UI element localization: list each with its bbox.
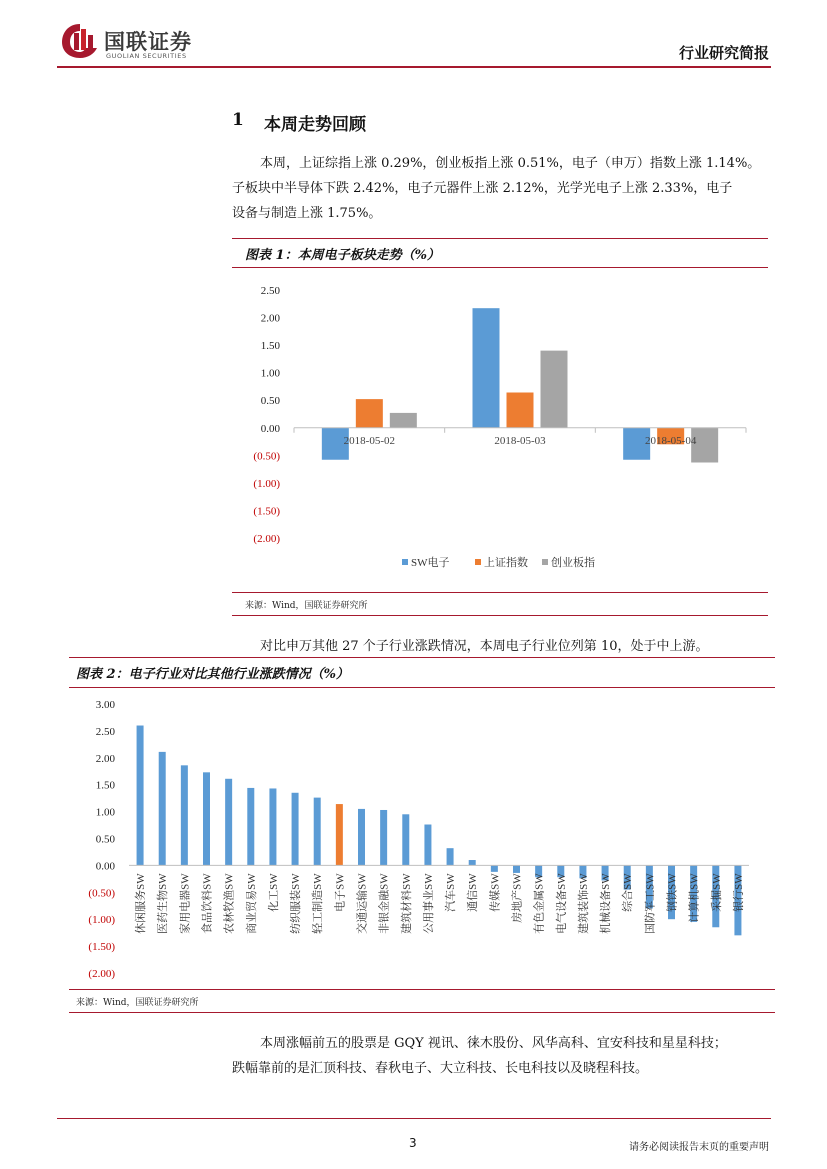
figure-2-top-rule [69,657,775,658]
section-number: 1 [232,110,244,130]
y-tick-label: 2.00 [95,752,115,765]
bar-化工SW [269,788,276,865]
y-tick-label: (1.50) [253,505,280,518]
legend-label: 创业板指 [551,557,595,569]
bar-上证指数 [356,399,383,428]
x-tick-label: 食品饮料SW [201,873,214,934]
paragraph-3-line-1: 本周涨幅前五的股票是 GQY 视讯、徕木股份、风华高科、宜安科技和星星科技； [260,1036,727,1051]
x-tick-label: 家用电器SW [179,873,192,934]
bar-汽车SW [447,848,454,865]
y-tick-label: (1.00) [88,914,115,927]
legend-swatch [402,559,408,565]
legend-label: SW电子 [411,557,450,569]
y-tick-label: 1.00 [95,806,115,819]
bar-交通运输SW [358,809,365,865]
figure-2-title: 图表 2：电子行业对比其他行业涨跌情况（%） [76,667,349,682]
figure-1-title: 图表 1：本周电子板块走势（%） [245,248,440,263]
bar-传媒SW [491,865,498,871]
y-tick-label: 3.00 [95,699,115,711]
bar-商业贸易SW [247,788,254,865]
chart-2 [69,690,775,988]
footer-disclaimer: 请务必阅读报告末页的重要声明 [629,1142,769,1153]
bar-创业板指 [390,413,417,428]
y-tick-label: 0.50 [95,833,115,846]
x-tick-label: 非银金融SW [378,873,391,934]
footer-rule [57,1118,771,1119]
x-tick-label: 医药生物SW [157,873,170,934]
x-tick-label: 休闲服务SW [135,873,148,934]
figure-1-source: 来源：Wind，国联证券研究所 [245,601,368,611]
figure-1-title-rule [232,267,768,268]
x-tick-label: 汽车SW [445,873,458,912]
bar-SW电子 [473,308,500,428]
figure-1-top-rule [232,238,768,239]
figure-2-bottom-rule [69,989,775,990]
bar-房地产SW [513,865,520,873]
paragraph-3 [232,1031,777,1081]
x-tick-label: 采掘SW [710,873,723,912]
paragraph-3-line-2: 跌幅靠前的是汇顶科技、春秋电子、大立科技、长电科技以及晓程科技。 [232,1061,649,1076]
header [0,0,827,70]
y-tick-label: 1.50 [260,340,280,353]
x-tick-label: 建筑装饰SW [577,873,590,934]
legend-swatch [542,559,548,565]
y-tick-label: (2.00) [253,533,280,545]
logo-en: GUOLIAN SECURITIES [106,52,187,60]
bar-休闲服务SW [137,726,144,866]
bar-食品饮料SW [203,772,210,865]
x-tick-label: 化工SW [267,873,280,912]
x-tick-label: 有色金属SW [533,873,546,934]
bar-农林牧渔SW [225,779,232,866]
x-tick-label: 交通运输SW [356,873,369,934]
x-tick-label: 轻工制造SW [312,873,325,934]
bar-通信SW [469,860,476,865]
bar-家用电器SW [181,765,188,865]
x-tick-label: 2018-05-03 [494,434,546,447]
x-tick-label: 农林牧渔SW [223,873,236,934]
legend-swatch [475,559,481,565]
y-tick-label: (0.50) [253,450,280,463]
paragraph-1-line-3: 设备与制造上涨 1.75%。 [232,206,382,221]
y-tick-label: 0.50 [260,395,280,408]
x-tick-label: 钢铁SW [666,873,679,912]
y-tick-label: 0.00 [95,860,115,873]
report-type: 行业研究简报 [678,44,769,62]
paragraph-1-line-2: 子板块中半导体下跌 2.42%，电子元器件上涨 2.12%，光学光电子上涨 2.33%，电子 [232,181,733,196]
x-tick-label: 机械设备SW [600,873,613,934]
bar-建筑材料SW [402,814,409,865]
x-tick-label: 传媒SW [489,873,502,912]
x-tick-label: 商业贸易SW [245,873,258,934]
bar-轻工制造SW [314,798,321,866]
figure-2-source-rule [69,1012,775,1013]
x-tick-label: 银行SW [732,873,745,912]
y-tick-label: (2.00) [88,968,115,980]
page-number: 3 [409,1136,417,1150]
figure-1-bottom-rule [232,592,768,593]
x-tick-label: 2018-05-04 [645,434,697,447]
bar-创业板指 [541,351,568,428]
x-tick-label: 2018-05-02 [343,434,395,447]
bar-上证指数 [507,393,534,428]
x-tick-label: 国防军工SW [644,873,657,934]
chart-1 [232,270,768,590]
figure-2-source: 来源：Wind，国联证券研究所 [76,998,199,1008]
y-tick-label: (1.50) [88,941,115,954]
bar-纺织服装SW [292,793,299,866]
figure-1-source-rule [232,615,768,616]
y-tick-label: (0.50) [88,887,115,900]
paragraph-1 [232,151,772,226]
y-tick-label: 0.00 [260,422,280,435]
y-tick-label: 1.00 [260,367,280,380]
figure-2-title-rule [69,687,775,688]
bar-电子SW [336,804,343,865]
y-tick-label: (1.00) [253,477,280,490]
x-tick-label: 房地产SW [511,873,524,923]
legend-label: 上证指数 [484,557,528,569]
logo-cn: 国联证券 [104,30,192,54]
paragraph-1-line-1: 本周，上证综指上涨 0.29%，创业板指上涨 0.51%，电子（申万）指数上涨 1.14%。 [260,156,761,171]
bar-非银金融SW [380,810,387,865]
x-tick-label: 建筑材料SW [400,873,413,934]
section-title: 本周走势回顾 [264,115,366,135]
bar-公用事业SW [424,825,431,866]
y-tick-label: 1.50 [95,779,115,792]
x-tick-label: 综合SW [622,873,635,912]
y-tick-label: 2.00 [260,312,280,325]
x-tick-label: 通信SW [467,873,480,912]
y-tick-label: 2.50 [260,285,280,297]
x-tick-label: 电气设备SW [555,873,568,934]
bar-医药生物SW [159,752,166,866]
paragraph-2: 对比申万其他 27 个子行业涨跌情况，本周电子行业位列第 10，处于中上游。 [260,639,709,654]
header-rule [57,66,771,68]
x-tick-label: 公用事业SW [422,873,435,934]
x-tick-label: 纺织服装SW [290,873,303,934]
guolian-logo-icon [60,22,100,60]
x-tick-label: 电子SW [334,873,347,912]
x-tick-label: 计算机SW [688,873,701,923]
y-tick-label: 2.50 [95,725,115,738]
